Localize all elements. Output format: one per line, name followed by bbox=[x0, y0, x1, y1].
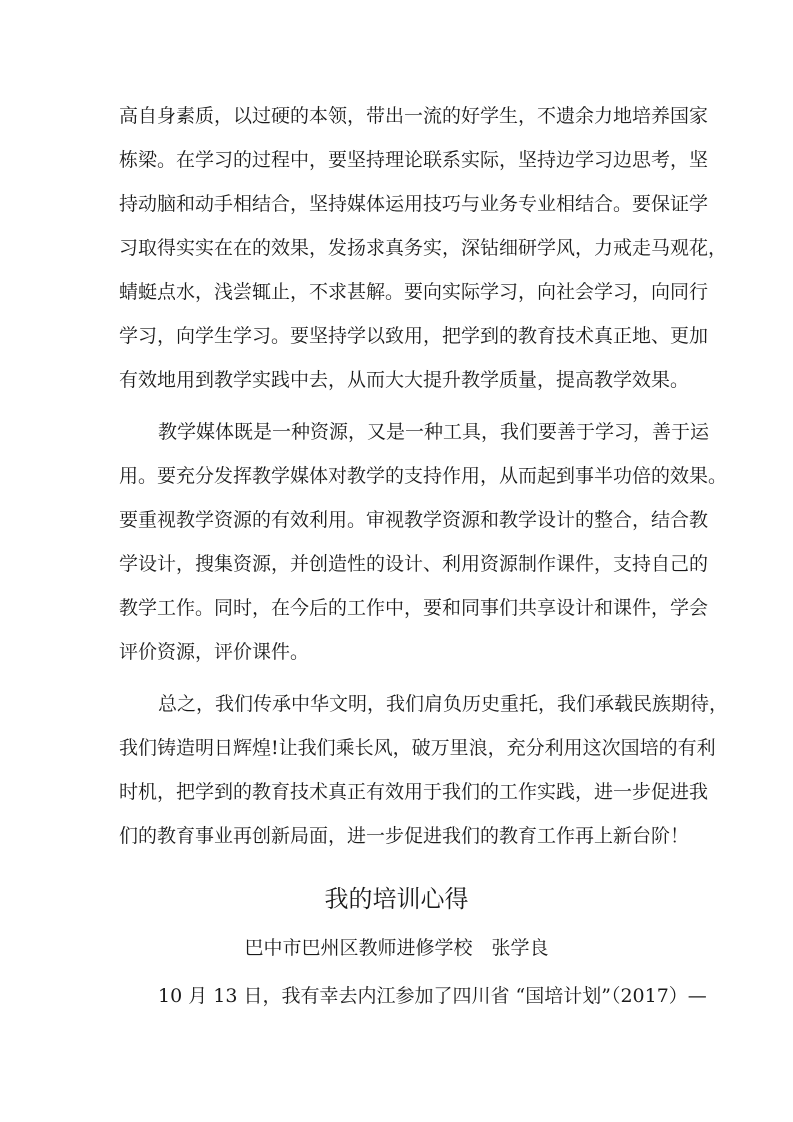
paragraph-line: 教学工作。同时，在今后的工作中，要和同事们共享设计和课件，学会 bbox=[119, 597, 709, 619]
paragraph-line: 学设计，搜集资源，并创造性的设计、利用资源制作课件，支持自己的 bbox=[119, 553, 709, 575]
section-first-line: 10 月 13 日，我有幸去内江参加了四川省 “国培计划”（2017）— bbox=[158, 985, 707, 1007]
paragraph-line: 习取得实实在在的效果，发扬求真务实，深钻细研学风，力戒走马观花， bbox=[119, 237, 728, 259]
paragraph-line: 蜻蜓点水，浅尝辄止，不求甚解。要向实际学习，向社会学习，向同行 bbox=[119, 281, 709, 303]
paragraph-line: 栋梁。在学习的过程中，要坚持理论联系实际，坚持边学习边思考，坚 bbox=[119, 149, 709, 171]
paragraph-line: 高自身素质，以过硬的本领，带出一流的好学生，不遗余力地培养国家 bbox=[119, 105, 709, 127]
paragraph-line: 总之，我们传承中华文明，我们肩负历史重托，我们承载民族期待， bbox=[158, 693, 729, 715]
section-author: 巴中市巴州区教师进修学校 张学良 bbox=[244, 937, 549, 959]
section-title: 我的培训心得 bbox=[324, 885, 469, 913]
paragraph-line: 学习，向学生学习。要坚持学以致用，把学到的教育技术真正地、更加 bbox=[119, 325, 709, 347]
paragraph-line: 有效地用到教学实践中去，从而大大提升教学质量，提高教学效果。 bbox=[119, 369, 690, 391]
paragraph-line: 们的教育事业再创新局面，进一步促进我们的教育工作再上新台阶！ bbox=[119, 825, 690, 847]
paragraph-line: 教学媒体既是一种资源，又是一种工具，我们要善于学习，善于运 bbox=[158, 421, 710, 443]
paragraph-line: 用。要充分发挥教学媒体对教学的支持作用，从而起到事半功倍的效果。 bbox=[119, 465, 728, 487]
paragraph-line: 我们铸造明日辉煌!让我们乘长风，破万里浪，充分利用这次国培的有利 bbox=[119, 737, 716, 759]
paragraph-line: 要重视教学资源的有效利用。审视教学资源和教学设计的整合，结合教 bbox=[119, 509, 709, 531]
paragraph-line: 持动脑和动手相结合，坚持媒体运用技巧与业务专业相结合。要保证学 bbox=[119, 193, 709, 215]
paragraph-line: 时机，把学到的教育技术真正有效用于我们的工作实践，进一步促进我 bbox=[119, 781, 709, 803]
paragraph-line: 评价资源，评价课件。 bbox=[119, 641, 310, 663]
